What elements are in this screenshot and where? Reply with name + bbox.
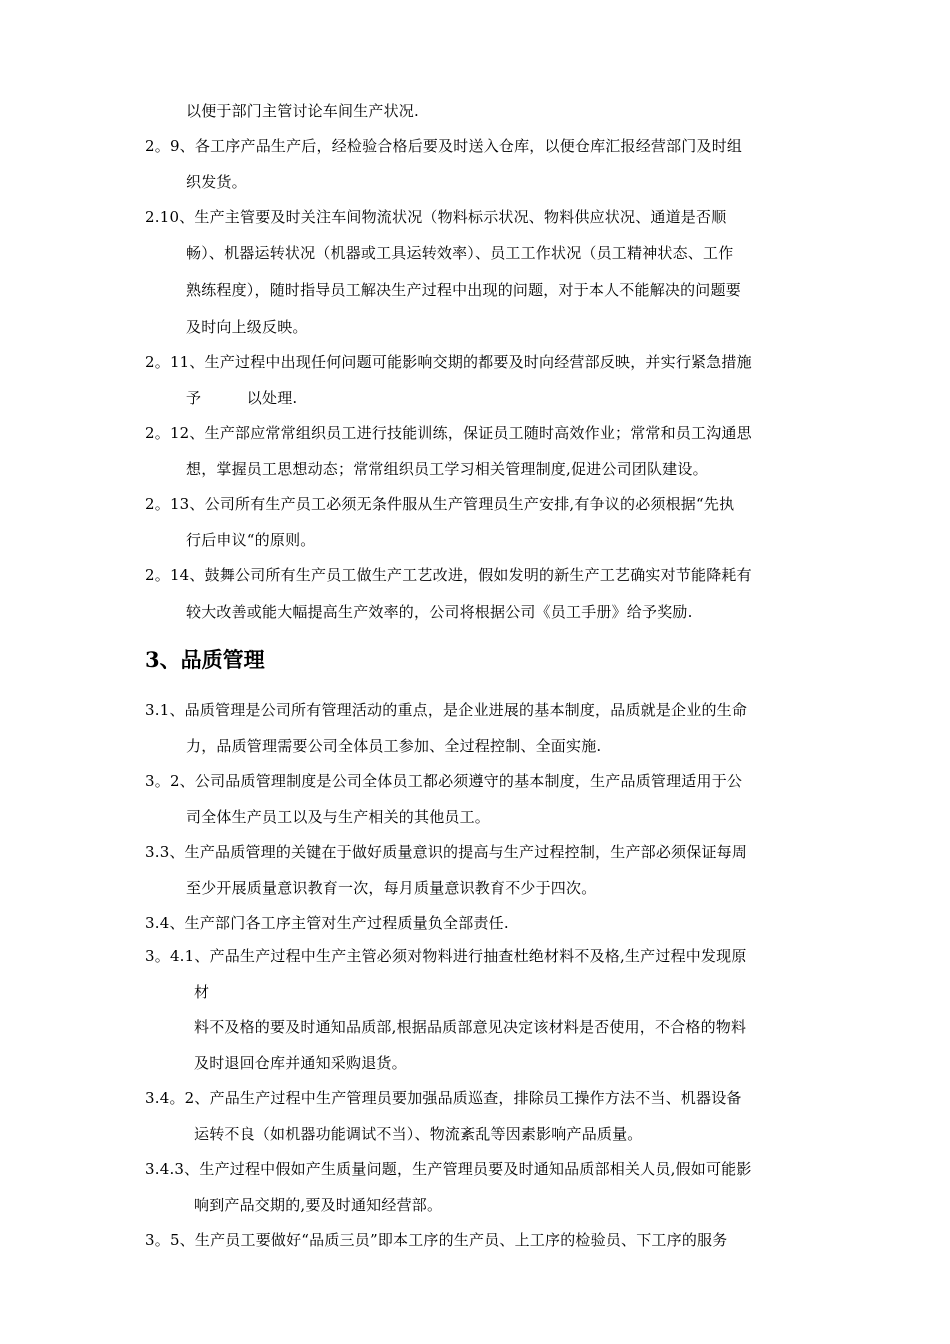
paragraph-line: 3.1、品质管理是公司所有管理活动的重点，是企业进展的基本制度，品质就是企业的生命 xyxy=(145,701,748,719)
paragraph-line: 较大改善或能大幅提高生产效率的，公司将根据公司《员工手册》给予奖励. xyxy=(186,603,693,621)
paragraph-line: 3。5、生产员工要做好“品质三员”即本工序的生产员、上工序的检验员、下工序的服务 xyxy=(145,1231,728,1249)
paragraph-line: 3。4.1、产品生产过程中生产主管必须对物料进行抽查杜绝材料不及格,生产过程中发现原 xyxy=(145,947,747,965)
paragraph-line: 3。2、公司品质管理制度是公司全体员工都必须遵守的基本制度，生产品质管理适用于公 xyxy=(145,772,743,790)
paragraph-line: 以便于部门主管讨论车间生产状况. xyxy=(186,102,419,120)
paragraph-line: 2。14、鼓舞公司所有生产员工做生产工艺改进，假如发明的新生产工艺确实对节能降耗有 xyxy=(145,566,752,584)
paragraph-line: 运转不良（如机器功能调试不当）、物流紊乱等因素影响产品质量。 xyxy=(194,1125,643,1143)
paragraph-line: 3.4。2、产品生产过程中生产管理员要加强品质巡查，排除员工操作方法不当、机器设备 xyxy=(145,1089,742,1107)
paragraph-line: 3.4、生产部门各工序主管对生产过程质量负全部责任. xyxy=(145,914,509,932)
paragraph-line: 2.10、生产主管要及时关注车间物流状况（物料标示状况、物料供应状况、通道是否顺 xyxy=(145,208,727,226)
paragraph-line: 2。12、生产部应常常组织员工进行技能训练，保证员工随时高效作业；常常和员工沟通思 xyxy=(145,424,752,442)
paragraph-line: 料不及格的要及时通知品质部,根据品质部意见决定该材料是否使用，不合格的物料 xyxy=(194,1018,747,1036)
paragraph-line: 2。11、生产过程中出现任何问题可能影响交期的都要及时向经营部反映，并实行紧急措施 xyxy=(145,353,752,371)
paragraph-line: 织发货。 xyxy=(186,173,247,191)
paragraph-line: 熟练程度），随时指导员工解决生产过程中出现的问题，对于本人不能解决的问题要 xyxy=(186,281,741,299)
paragraph-line: 想，掌握员工思想动态；常常组织员工学习相关管理制度,促进公司团队建设。 xyxy=(186,460,708,478)
paragraph-line: 材 xyxy=(194,983,210,1001)
paragraph-line: 2。9、各工序产品生产后，经检验合格后要及时送入仓库，以便仓库汇报经营部门及时组 xyxy=(145,137,743,155)
paragraph-line: 畅）、机器运转状况（机器或工具运转效率）、员工工作状况（员工精神状态、工作 xyxy=(186,244,734,262)
paragraph-line: 3.4.3、生产过程中假如产生质量问题，生产管理员要及时通知品质部相关人员,假如可能影 xyxy=(145,1160,752,1178)
paragraph-line: 至少开展质量意识教育一次，每月质量意识教育不少于四次。 xyxy=(186,879,597,897)
paragraph-line: 响到产品交期的,要及时通知经营部。 xyxy=(194,1196,443,1214)
paragraph-line: 及时退回仓库并通知采购退货。 xyxy=(194,1054,407,1072)
section-heading: 3、品质管理 xyxy=(145,647,265,672)
paragraph-line: 行后申议“的原则。 xyxy=(186,531,316,549)
paragraph-line: 司全体生产员工以及与生产相关的其他员工。 xyxy=(186,808,491,826)
paragraph-line: 2。13、公司所有生产员工必须无条件服从生产管理员生产安排,有争议的必须根据“先执 xyxy=(145,495,735,513)
paragraph-line: 3.3、生产品质管理的关键在于做好质量意识的提高与生产过程控制，生产部必须保证每周 xyxy=(145,843,748,861)
paragraph-line: 予 以处理. xyxy=(186,389,298,407)
paragraph-line: 力，品质管理需要公司全体员工参加、全过程控制、全面实施. xyxy=(186,737,602,755)
paragraph-line: 及时向上级反映。 xyxy=(186,318,308,336)
